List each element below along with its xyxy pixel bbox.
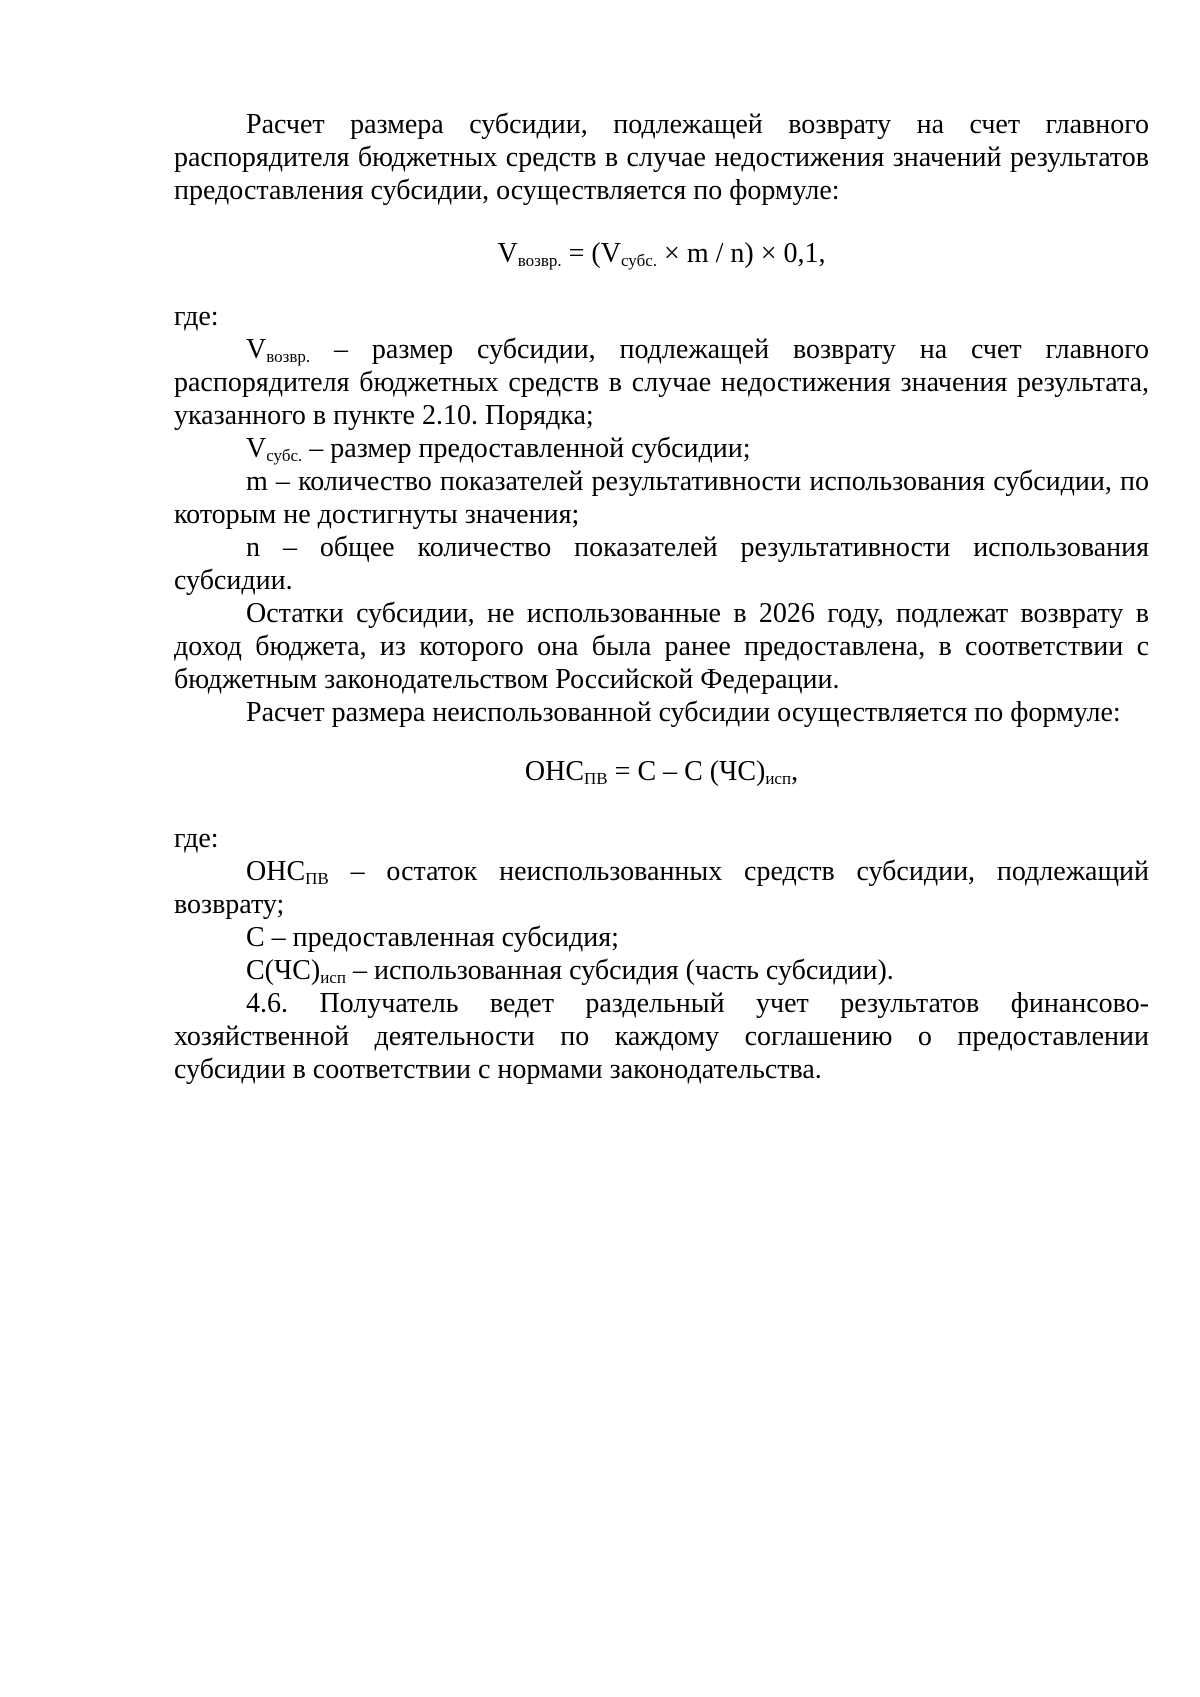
def-text: – размер предоставленной субсидии; — [302, 433, 751, 464]
definition-v-vozvr — [174, 333, 1149, 432]
paragraph-calculation-intro: Расчет размера субсидии, подлежащей возврату на счет главного распорядителя бюджетных средств в случае недостижения значений результатов предоставления субсидии, осуществляется по формуле: — [174, 109, 1149, 206]
formula-unused — [174, 755, 1149, 788]
def-subscript: возвр. — [266, 347, 311, 366]
def-text: – использованная субсидия (часть субсидии). — [345, 955, 894, 986]
formula-eq: = (V — [561, 238, 621, 269]
where-label: где: — [174, 823, 219, 854]
formula-mid: = С – С (ЧС) — [607, 756, 766, 787]
definition-v-subs — [174, 432, 1149, 465]
formula-ons: ОНС — [524, 756, 585, 787]
definition-c-used — [174, 954, 1149, 987]
where-label: где: — [174, 301, 219, 332]
def-subscript: ПВ — [305, 869, 329, 888]
paragraph-unused-calc: Расчет размера неиспользованной субсидии осуществляется по формуле: — [246, 697, 1121, 728]
formula-refund — [174, 237, 1149, 270]
definition-ons — [174, 855, 1149, 921]
def-symbol: V — [246, 334, 267, 365]
formula-sub-subs: субс. — [620, 251, 658, 270]
definition-n: n – общее количество показателей результативности использования субсидии. — [174, 532, 1149, 596]
def-subscript: субс. — [266, 446, 303, 465]
definition-m: m – количество показателей результативности использования субсидии, по которым не достигнуты значения; — [174, 466, 1149, 530]
def-text: – остаток неиспользованных средств субсидии, подлежащий возврату; — [174, 856, 1149, 920]
definition-c: С – предоставленная субсидия; — [246, 922, 619, 953]
formula-end: , — [791, 756, 799, 787]
formula-sub-vozvr: возвр. — [517, 251, 562, 270]
def-text: – размер субсидии, подлежащей возврату на счет главного распорядителя бюджетных средств в случае недостижения значения результата, указанного в пункте 2.10. Порядка; — [174, 334, 1149, 431]
formula-rest: × m / n) × 0,1, — [657, 238, 826, 269]
formula-sub-pv: ПВ — [584, 769, 608, 788]
paragraph-remainders: Остатки субсидии, не использованные в 2026 году, подлежат возврату в доход бюджета, из которого она была ранее предоставлена, в соответствии с бюджетным законодательством Российской Федерации. — [174, 598, 1149, 695]
def-symbol: V — [246, 433, 267, 464]
def-symbol: ОНС — [246, 856, 306, 887]
formula-sub-isp: исп — [765, 769, 792, 788]
def-subscript: исп — [320, 968, 346, 987]
def-symbol: С(ЧС) — [246, 955, 321, 986]
formula-v: V — [497, 238, 518, 269]
document-body — [174, 108, 1149, 1086]
paragraph-4-6: 4.6. Получатель ведет раздельный учет результатов финансово-хозяйственной деятельности по каждому соглашению о предоставлении субсидии в соответствии с нормами законодательства. — [174, 988, 1149, 1085]
